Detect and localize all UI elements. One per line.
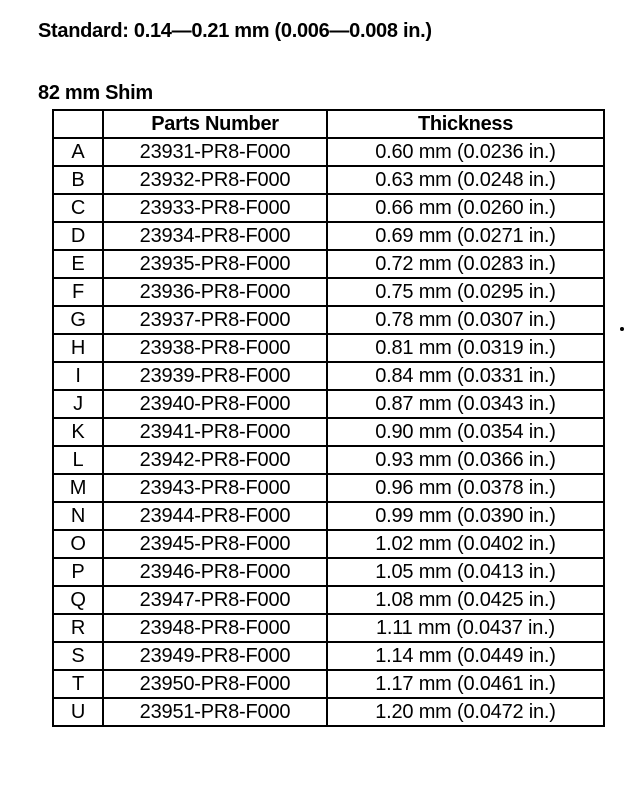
parts-number-cell: 23936-PR8-F000 — [103, 278, 327, 306]
thickness-cell: 1.14 mm (0.0449 in.) — [327, 642, 604, 670]
shim-table — [52, 109, 605, 727]
parts-number-cell: 23939-PR8-F000 — [103, 362, 327, 390]
thickness-cell: 0.93 mm (0.0366 in.) — [327, 446, 604, 474]
table-row — [53, 614, 604, 642]
header-thickness: Thickness — [327, 110, 604, 138]
parts-number-cell: 23933-PR8-F000 — [103, 194, 327, 222]
parts-number-cell: 23943-PR8-F000 — [103, 474, 327, 502]
table-row — [53, 278, 604, 306]
parts-number-cell: 23942-PR8-F000 — [103, 446, 327, 474]
parts-number-cell: 23951-PR8-F000 — [103, 698, 327, 726]
shim-letter-cell: J — [53, 390, 103, 418]
shim-letter-cell: D — [53, 222, 103, 250]
parts-number-cell: 23950-PR8-F000 — [103, 670, 327, 698]
parts-number-cell: 23944-PR8-F000 — [103, 502, 327, 530]
thickness-cell: 0.81 mm (0.0319 in.) — [327, 334, 604, 362]
table-title: 82 mm Shim — [38, 82, 153, 104]
table-row — [53, 474, 604, 502]
thickness-cell: 0.72 mm (0.0283 in.) — [327, 250, 604, 278]
table-row — [53, 334, 604, 362]
parts-number-cell: 23935-PR8-F000 — [103, 250, 327, 278]
thickness-cell: 0.78 mm (0.0307 in.) — [327, 306, 604, 334]
parts-number-cell: 23932-PR8-F000 — [103, 166, 327, 194]
shim-letter-cell: K — [53, 418, 103, 446]
shim-letter-cell: U — [53, 698, 103, 726]
table-row — [53, 390, 604, 418]
shim-letter-cell: N — [53, 502, 103, 530]
shim-letter-cell: O — [53, 530, 103, 558]
parts-number-cell: 23937-PR8-F000 — [103, 306, 327, 334]
thickness-cell: 1.11 mm (0.0437 in.) — [327, 614, 604, 642]
shim-letter-cell: E — [53, 250, 103, 278]
thickness-cell: 0.90 mm (0.0354 in.) — [327, 418, 604, 446]
thickness-cell: 1.17 mm (0.0461 in.) — [327, 670, 604, 698]
parts-number-cell: 23931-PR8-F000 — [103, 138, 327, 166]
shim-letter-cell: L — [53, 446, 103, 474]
shim-letter-cell: B — [53, 166, 103, 194]
table-row — [53, 250, 604, 278]
table-row — [53, 530, 604, 558]
shim-letter-cell: H — [53, 334, 103, 362]
table-row — [53, 446, 604, 474]
shim-letter-cell: M — [53, 474, 103, 502]
table-row — [53, 418, 604, 446]
standard-clearance-text: Standard: 0.14—0.21 mm (0.006—0.008 in.) — [38, 20, 432, 42]
thickness-cell: 1.02 mm (0.0402 in.) — [327, 530, 604, 558]
thickness-cell: 0.99 mm (0.0390 in.) — [327, 502, 604, 530]
shim-letter-cell: C — [53, 194, 103, 222]
table-row — [53, 362, 604, 390]
thickness-cell: 0.96 mm (0.0378 in.) — [327, 474, 604, 502]
table-row — [53, 698, 604, 726]
shim-letter-cell: F — [53, 278, 103, 306]
shim-letter-cell: I — [53, 362, 103, 390]
parts-number-cell: 23938-PR8-F000 — [103, 334, 327, 362]
table-row — [53, 194, 604, 222]
table-row — [53, 670, 604, 698]
thickness-cell: 0.87 mm (0.0343 in.) — [327, 390, 604, 418]
table-body — [53, 138, 604, 726]
thickness-cell: 0.60 mm (0.0236 in.) — [327, 138, 604, 166]
shim-letter-cell: Q — [53, 586, 103, 614]
thickness-cell: 0.66 mm (0.0260 in.) — [327, 194, 604, 222]
table-row — [53, 502, 604, 530]
thickness-cell: 0.63 mm (0.0248 in.) — [327, 166, 604, 194]
table-header-row — [53, 110, 604, 138]
shim-letter-cell: S — [53, 642, 103, 670]
thickness-cell: 0.75 mm (0.0295 in.) — [327, 278, 604, 306]
shim-letter-cell: G — [53, 306, 103, 334]
parts-number-cell: 23947-PR8-F000 — [103, 586, 327, 614]
thickness-cell: 1.20 mm (0.0472 in.) — [327, 698, 604, 726]
shim-letter-cell: P — [53, 558, 103, 586]
stray-mark — [620, 327, 624, 331]
thickness-cell: 0.69 mm (0.0271 in.) — [327, 222, 604, 250]
parts-number-cell: 23948-PR8-F000 — [103, 614, 327, 642]
thickness-cell: 1.08 mm (0.0425 in.) — [327, 586, 604, 614]
table-row — [53, 166, 604, 194]
table-row — [53, 586, 604, 614]
parts-number-cell: 23941-PR8-F000 — [103, 418, 327, 446]
table-row — [53, 222, 604, 250]
parts-number-cell: 23945-PR8-F000 — [103, 530, 327, 558]
parts-number-cell: 23949-PR8-F000 — [103, 642, 327, 670]
shim-letter-cell: A — [53, 138, 103, 166]
table-row — [53, 558, 604, 586]
parts-number-cell: 23934-PR8-F000 — [103, 222, 327, 250]
parts-number-cell: 23946-PR8-F000 — [103, 558, 327, 586]
table-row — [53, 306, 604, 334]
thickness-cell: 1.05 mm (0.0413 in.) — [327, 558, 604, 586]
parts-number-cell: 23940-PR8-F000 — [103, 390, 327, 418]
table-row — [53, 642, 604, 670]
shim-letter-cell: T — [53, 670, 103, 698]
thickness-cell: 0.84 mm (0.0331 in.) — [327, 362, 604, 390]
shim-letter-cell: R — [53, 614, 103, 642]
table-row — [53, 138, 604, 166]
header-letter — [53, 110, 103, 138]
header-parts-number: Parts Number — [103, 110, 327, 138]
